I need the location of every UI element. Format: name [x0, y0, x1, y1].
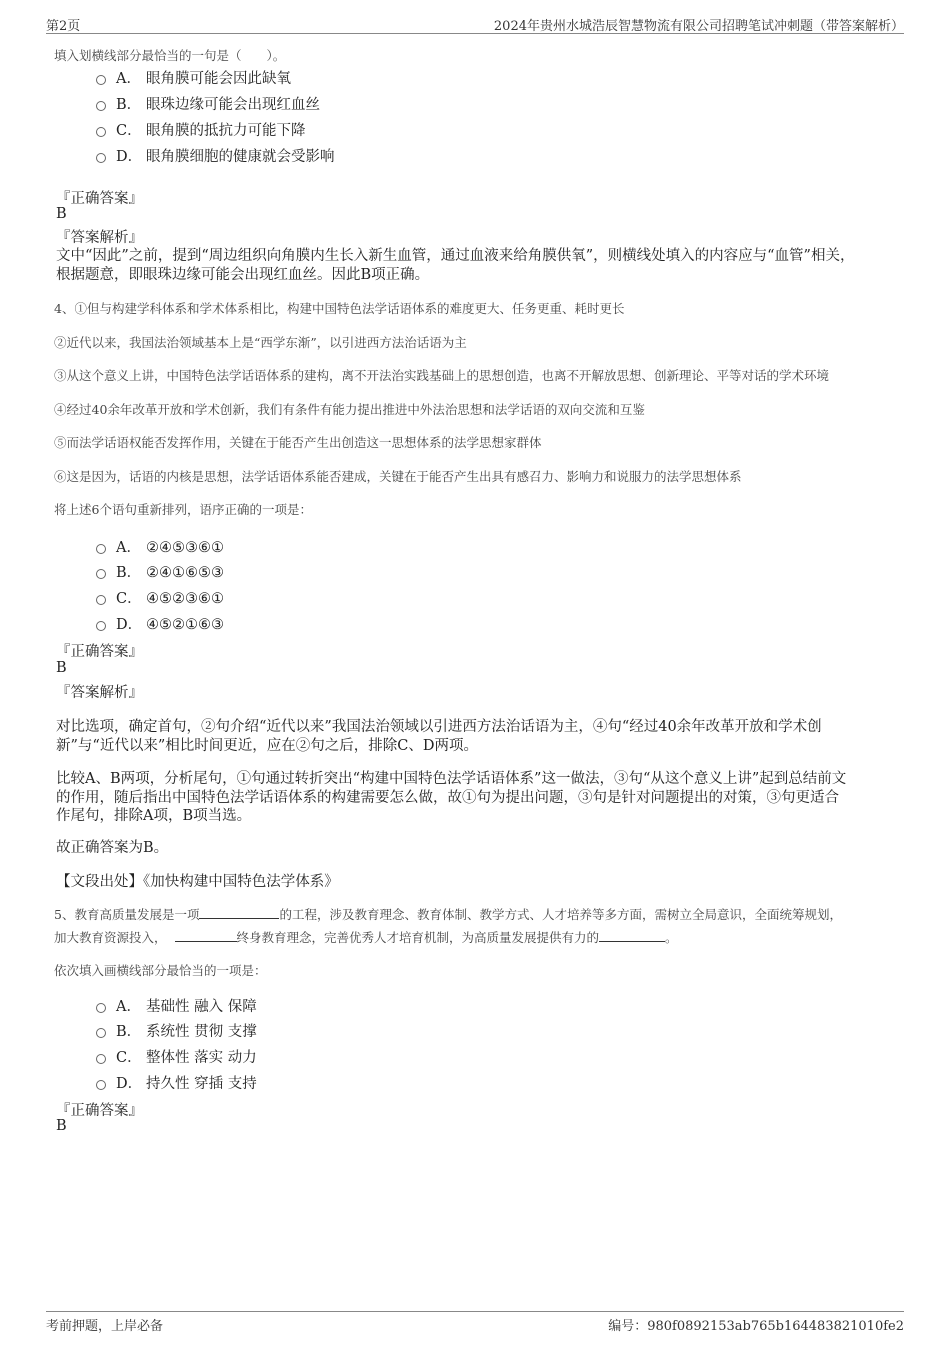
q3-answer: B [56, 206, 67, 222]
blank-line [599, 929, 665, 942]
q4-stem: 将上述6个语句重新排列，语序正确的一项是： [54, 502, 312, 517]
q4-analysis-line: 新”与“近代以来”相比时间更近，应在②句之后，排除C、D两项。 [56, 738, 478, 754]
q5-stem-line-2: 加大教育资源投入， 终身教育理念，完善优秀人才培育机制，为高质量发展提供有力的 。 [54, 930, 678, 945]
q4-option-a[interactable]: A． ②④⑤③⑥① [96, 536, 224, 557]
q4-analysis-label: 『答案解析』 [56, 685, 143, 701]
q5-answer-label: 『正确答案』 [56, 1103, 143, 1119]
q3-analysis-line: 根据题意，即眼珠边缘可能会出现红血丝。因此B项正确。 [56, 267, 430, 283]
q4-option-b[interactable]: B． ②④①⑥⑤③ [96, 561, 224, 582]
radio-icon[interactable] [96, 153, 106, 163]
radio-icon[interactable] [96, 1054, 106, 1064]
blank-line [175, 929, 237, 942]
q3-option-a[interactable]: A． 眼角膜可能会因此缺氧 [96, 67, 291, 88]
radio-icon[interactable] [96, 544, 106, 554]
q3-option-c[interactable]: C． 眼角膜的抵抗力可能下降 [96, 119, 306, 140]
q5-option-d[interactable]: D． 持久性 穿插 支持 [96, 1072, 257, 1093]
q4-sentence-3: ③从这个意义上讲，中国特色法学话语体系的建构，离不开法治实践基础上的思想创造，也离不开解放思想、创新理论、平等对话的学术环境 [54, 368, 830, 383]
q4-sentence-2: ②近代以来，我国法治领域基本上是“西学东渐”，以引进西方法治话语为主 [54, 335, 467, 350]
q3-stem: 填入划横线部分最恰当的一句是（ ）。 [54, 48, 286, 63]
q4-sentence-4: ④经过40余年改革开放和学术创新，我们有条件有能力提出推进中外法治思想和法学话语的双向交流和互鉴 [54, 402, 645, 417]
q3-answer-label: 『正确答案』 [56, 191, 143, 207]
q4-sentence-6: ⑥这是因为，话语的内核是思想，法学话语体系能否建成，关键在于能否产生出具有感召力、影响力和说服力的法学思想体系 [54, 469, 742, 484]
q4-analysis-line: 比较A、B两项，分析尾句，①句通过转折突出“构建中国特色法学话语体系”这一做法，③句“从这个意义上讲”起到总结前文 [56, 771, 847, 787]
radio-icon[interactable] [96, 127, 106, 137]
q4-sentence-5: ⑤而法学话语权能否发挥作用，关键在于能否产生出创造这一思想体系的法学思想家群体 [54, 435, 542, 450]
q5-option-b[interactable]: B． 系统性 贯彻 支撑 [96, 1020, 257, 1041]
q4-analysis-line: 对比选项，确定首句，②句介绍“近代以来”我国法治领域以引进西方法治话语为主，④句“经过40余年改革开放和学术创 [56, 719, 822, 735]
header-divider [46, 33, 904, 34]
q5-option-c[interactable]: C． 整体性 落实 动力 [96, 1046, 257, 1067]
footer-divider [46, 1311, 904, 1312]
q4-source [56, 870, 339, 891]
radio-icon[interactable] [96, 1080, 106, 1090]
q3-option-d[interactable]: D． 眼角膜细胞的健康就会受影响 [96, 145, 335, 166]
q3-option-b[interactable]: B． 眼珠边缘可能会出现红血丝 [96, 93, 320, 114]
q4-analysis-line: 作尾句，排除A项，B项当选。 [56, 808, 252, 824]
q5-stem-line-1: 5、教育高质量发展是一项 的工程，涉及教育理念、教育体制、教学方式、人才培养等多方面，需树立全局意识，全面统筹规划， [54, 907, 842, 922]
radio-icon[interactable] [96, 75, 106, 85]
radio-icon[interactable] [96, 569, 106, 579]
q4-option-c[interactable]: C． ④⑤②③⑥① [96, 587, 224, 608]
q4-analysis-line: 的作用，随后指出中国特色法学话语体系的构建需要怎么做，故①句为提出问题，③句是针对问题提出的对策，③句更适合 [56, 790, 839, 806]
radio-icon[interactable] [96, 621, 106, 631]
q4-answer-label: 『正确答案』 [56, 644, 143, 660]
radio-icon[interactable] [96, 101, 106, 111]
q4-answer: B [56, 660, 67, 676]
radio-icon[interactable] [96, 1028, 106, 1038]
q3-analysis-label: 『答案解析』 [56, 230, 143, 246]
q5-option-a[interactable]: A． 基础性 融入 保障 [96, 995, 257, 1016]
q4-source-label: 【文段出处】 [56, 874, 143, 890]
radio-icon[interactable] [96, 1003, 106, 1013]
footer-slogan: 考前押题，上岸必备 [46, 1319, 164, 1334]
q3-analysis-line: 文中“因此”之前，提到“周边组织向角膜内生长入新生血管，通过血液来给角膜供氧”，则横线处填入的内容应与“血管”相关， [56, 248, 855, 264]
radio-icon[interactable] [96, 595, 106, 605]
q4-sentence-1: 4、①但与构建学科体系和学术体系相比，构建中国特色法学话语体系的难度更大、任务更重、耗时更长 [54, 301, 625, 316]
q5-instruction: 依次填入画横线部分最恰当的一项是： [54, 963, 267, 978]
q5-answer: B [56, 1118, 67, 1134]
document-title: 2024年贵州水城浩辰智慧物流有限公司招聘笔试冲刺题（带答案解析） [493, 19, 904, 34]
page-number: 第2页 [46, 19, 81, 34]
q4-analysis-conclusion: 故正确答案为B。 [56, 840, 169, 856]
document-id: 编号：980f0892153ab765b164483821010fe2 [608, 1319, 904, 1334]
q4-option-d[interactable]: D． ④⑤②①⑥③ [96, 613, 224, 634]
blank-line [199, 906, 279, 919]
q4-source-title: 《加快构建中国特色法学体系》 [143, 874, 339, 890]
